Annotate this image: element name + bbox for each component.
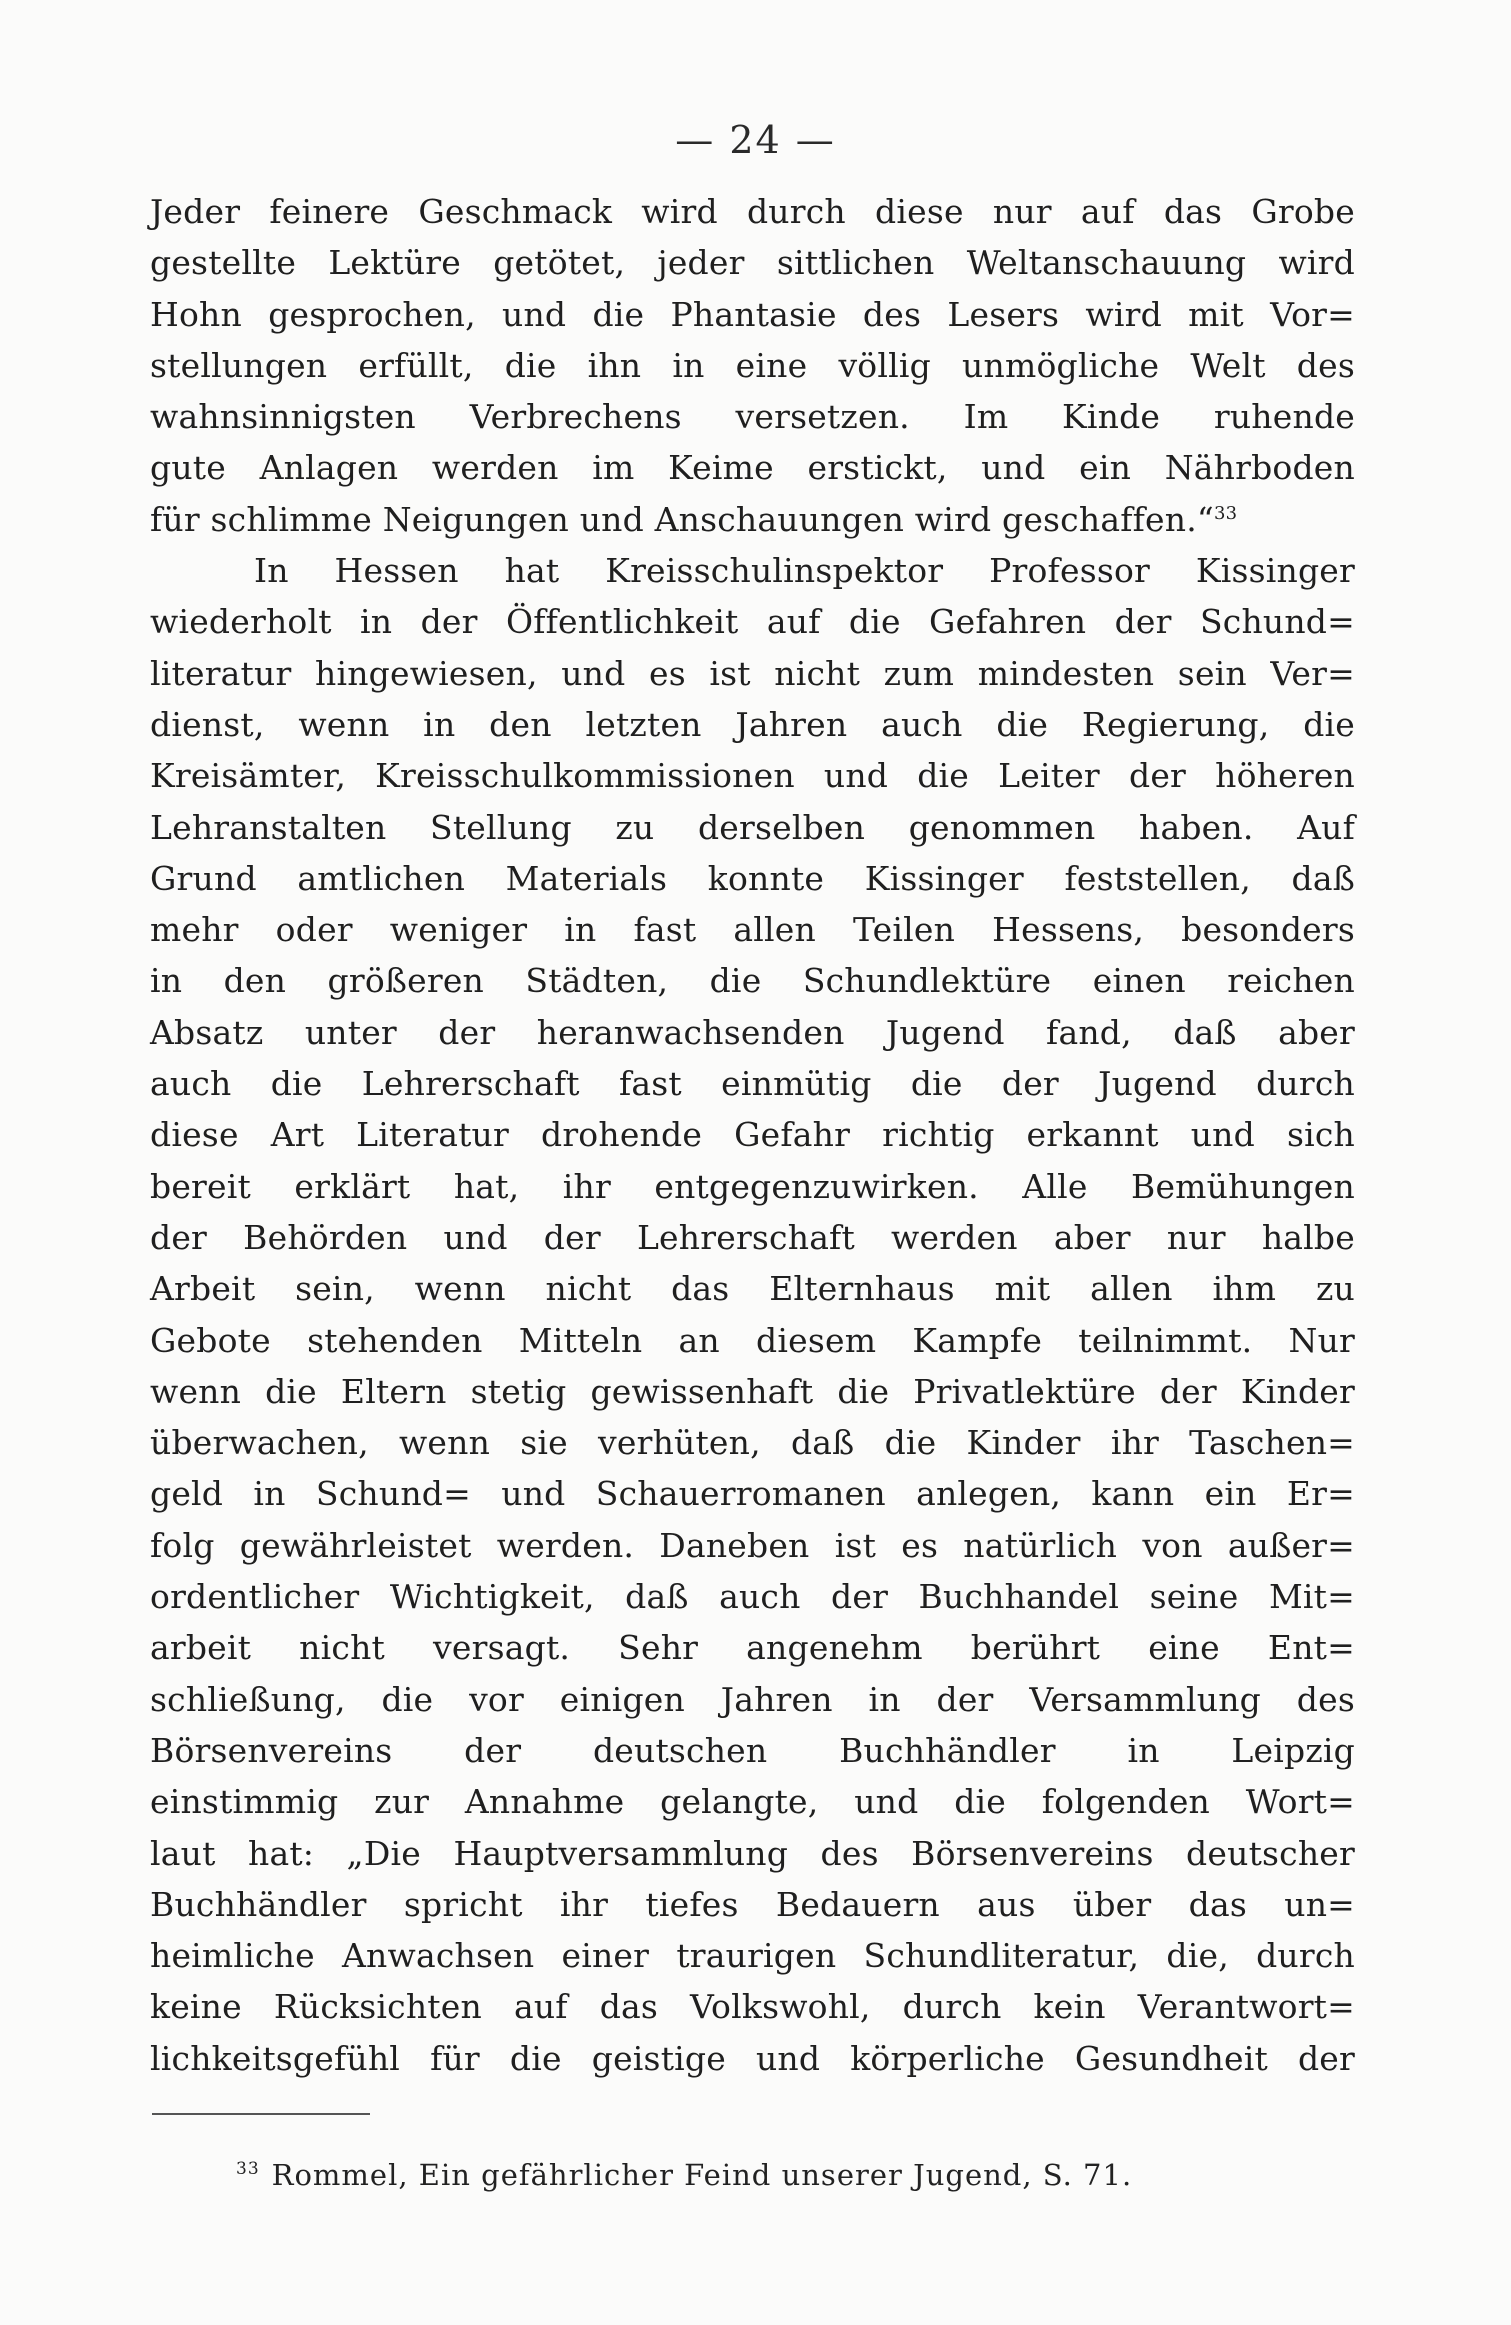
text-line	[150, 1930, 1355, 1981]
text-line-content: bereit erklärt hat, ihr entgegenzuwirken. Alle Bemühungen	[150, 1166, 1355, 1206]
text-line	[150, 1007, 1355, 1058]
text-line-content: geld in Schund= und Schauerromanen anlegen, kann ein Er=	[150, 1474, 1355, 1514]
text-line-content: Buchhändler spricht ihr tiefes Bedauern aus über das un=	[150, 1884, 1355, 1924]
page-number: — 24 —	[675, 118, 836, 162]
text-line	[150, 186, 1355, 237]
text-line	[150, 1058, 1355, 1109]
text-line	[150, 1417, 1355, 1468]
text-line	[150, 545, 1355, 596]
text-line	[150, 1263, 1355, 1314]
text-line	[150, 442, 1355, 493]
footnote-number: 33	[236, 2159, 260, 2180]
text-line	[150, 802, 1355, 853]
text-line-content: für schlimme Neigungen und Anschauungen wird geschaffen.“	[150, 499, 1214, 539]
text-line	[150, 699, 1355, 750]
text-line	[150, 955, 1355, 1006]
text-line	[150, 340, 1355, 391]
text-line-content: gute Anlagen werden im Keime erstickt, und ein Nährboden	[150, 448, 1355, 488]
text-line	[150, 1520, 1355, 1571]
footnote-text: Rommel, Ein gefährlicher Feind unserer Jugend, S. 71.	[271, 2158, 1133, 2192]
text-line-content: Absatz unter der heranwachsenden Jugend fand, daß aber	[150, 1012, 1355, 1052]
text-line-content: folg gewährleistet werden. Daneben ist es natürlich von außer=	[150, 1525, 1355, 1565]
text-line-content: überwachen, wenn sie verhüten, daß die Kinder ihr Taschen=	[150, 1423, 1355, 1463]
text-line-content: einstimmig zur Annahme gelangte, und die folgenden Wort=	[150, 1782, 1355, 1822]
text-line	[150, 2033, 1355, 2084]
body-text	[150, 186, 1355, 2084]
text-line-content: dienst, wenn in den letzten Jahren auch die Regierung, die	[150, 704, 1355, 744]
text-line	[150, 1571, 1355, 1622]
text-line-content: wenn die Eltern stetig gewissenhaft die Privatlektüre der Kinder	[150, 1371, 1355, 1411]
text-line-content: in den größeren Städten, die Schundlektüre einen reichen	[150, 961, 1355, 1001]
text-line	[150, 904, 1355, 955]
text-line-content: Hohn gesprochen, und die Phantasie des Lesers wird mit Vor=	[150, 294, 1355, 334]
text-line	[150, 1725, 1355, 1776]
text-line-content: keine Rücksichten auf das Volkswohl, durch kein Verantwort=	[150, 1987, 1355, 2027]
text-line-content: lichkeitsgefühl für die geistige und körperliche Gesundheit der	[150, 2038, 1355, 2078]
text-line	[150, 1879, 1355, 1930]
text-line	[150, 1622, 1355, 1673]
text-line	[150, 391, 1355, 442]
text-line-content: schließung, die vor einigen Jahren in der Versammlung des	[150, 1679, 1355, 1719]
text-line-content: Kreisämter, Kreisschulkommissionen und die Leiter der höheren	[150, 756, 1355, 796]
text-line-content: Gebote stehenden Mitteln an diesem Kampfe teilnimmt. Nur	[150, 1320, 1355, 1360]
text-line-content: Lehranstalten Stellung zu derselben genommen haben. Auf	[150, 807, 1355, 847]
text-line-content: wahnsinnigsten Verbrechens versetzen. Im Kinde ruhende	[150, 397, 1355, 437]
text-line-content: wiederholt in der Öffentlichkeit auf die Gefahren der Schund=	[150, 602, 1355, 642]
text-line-content: der Behörden und der Lehrerschaft werden aber nur halbe	[150, 1217, 1355, 1257]
text-line-content: heimliche Anwachsen einer traurigen Schundliteratur, die, durch	[150, 1936, 1355, 1976]
text-line-content: mehr oder weniger in fast allen Teilen Hessens, besonders	[150, 910, 1355, 950]
text-line	[150, 1161, 1355, 1212]
text-line-content: laut hat: „Die Hauptversammlung des Börsenvereins deutscher	[150, 1833, 1355, 1873]
text-line	[150, 1315, 1355, 1366]
text-line	[150, 1674, 1355, 1725]
footnote-reference: 33	[1213, 502, 1238, 524]
text-line	[150, 1212, 1355, 1263]
text-line-content: literatur hingewiesen, und es ist nicht zum mindesten sein Ver=	[150, 653, 1355, 693]
text-line-content: diese Art Literatur drohende Gefahr richtig erkannt und sich	[150, 1115, 1355, 1155]
text-line-content: Grund amtlichen Materials konnte Kissinger feststellen, daß	[150, 858, 1355, 898]
text-line	[150, 1981, 1355, 2032]
footnote-divider	[152, 2113, 370, 2115]
text-line	[150, 596, 1355, 647]
text-line-content: Jeder feinere Geschmack wird durch diese nur auf das Grobe	[150, 192, 1355, 231]
text-line	[150, 1366, 1355, 1417]
footnote	[236, 2158, 1132, 2192]
text-line	[150, 750, 1355, 801]
text-line	[150, 853, 1355, 904]
text-line-content: Arbeit sein, wenn nicht das Elternhaus mit allen ihm zu	[150, 1269, 1355, 1309]
text-line	[150, 289, 1355, 340]
text-line-content: stellungen erfüllt, die ihn in eine völlig unmögliche Welt des	[150, 345, 1355, 385]
text-line	[150, 1109, 1355, 1160]
text-line-content: ordentlicher Wichtigkeit, daß auch der Buchhandel seine Mit=	[150, 1577, 1355, 1617]
text-line	[150, 237, 1355, 288]
text-line	[150, 494, 1355, 545]
text-line-content: Börsenvereins der deutschen Buchhändler in Leipzig	[150, 1730, 1355, 1770]
text-line-content: auch die Lehrerschaft fast einmütig die der Jugend durch	[150, 1064, 1355, 1104]
text-line	[150, 1468, 1355, 1519]
text-line	[150, 1828, 1355, 1879]
text-line-content: In Hessen hat Kreisschulinspektor Professor Kissinger	[254, 551, 1355, 591]
text-line	[150, 1776, 1355, 1827]
text-line	[150, 648, 1355, 699]
text-line-content: gestellte Lektüre getötet, jeder sittlichen Weltanschauung wird	[150, 243, 1355, 283]
text-line-content: arbeit nicht versagt. Sehr angenehm berührt eine Ent=	[150, 1628, 1355, 1668]
